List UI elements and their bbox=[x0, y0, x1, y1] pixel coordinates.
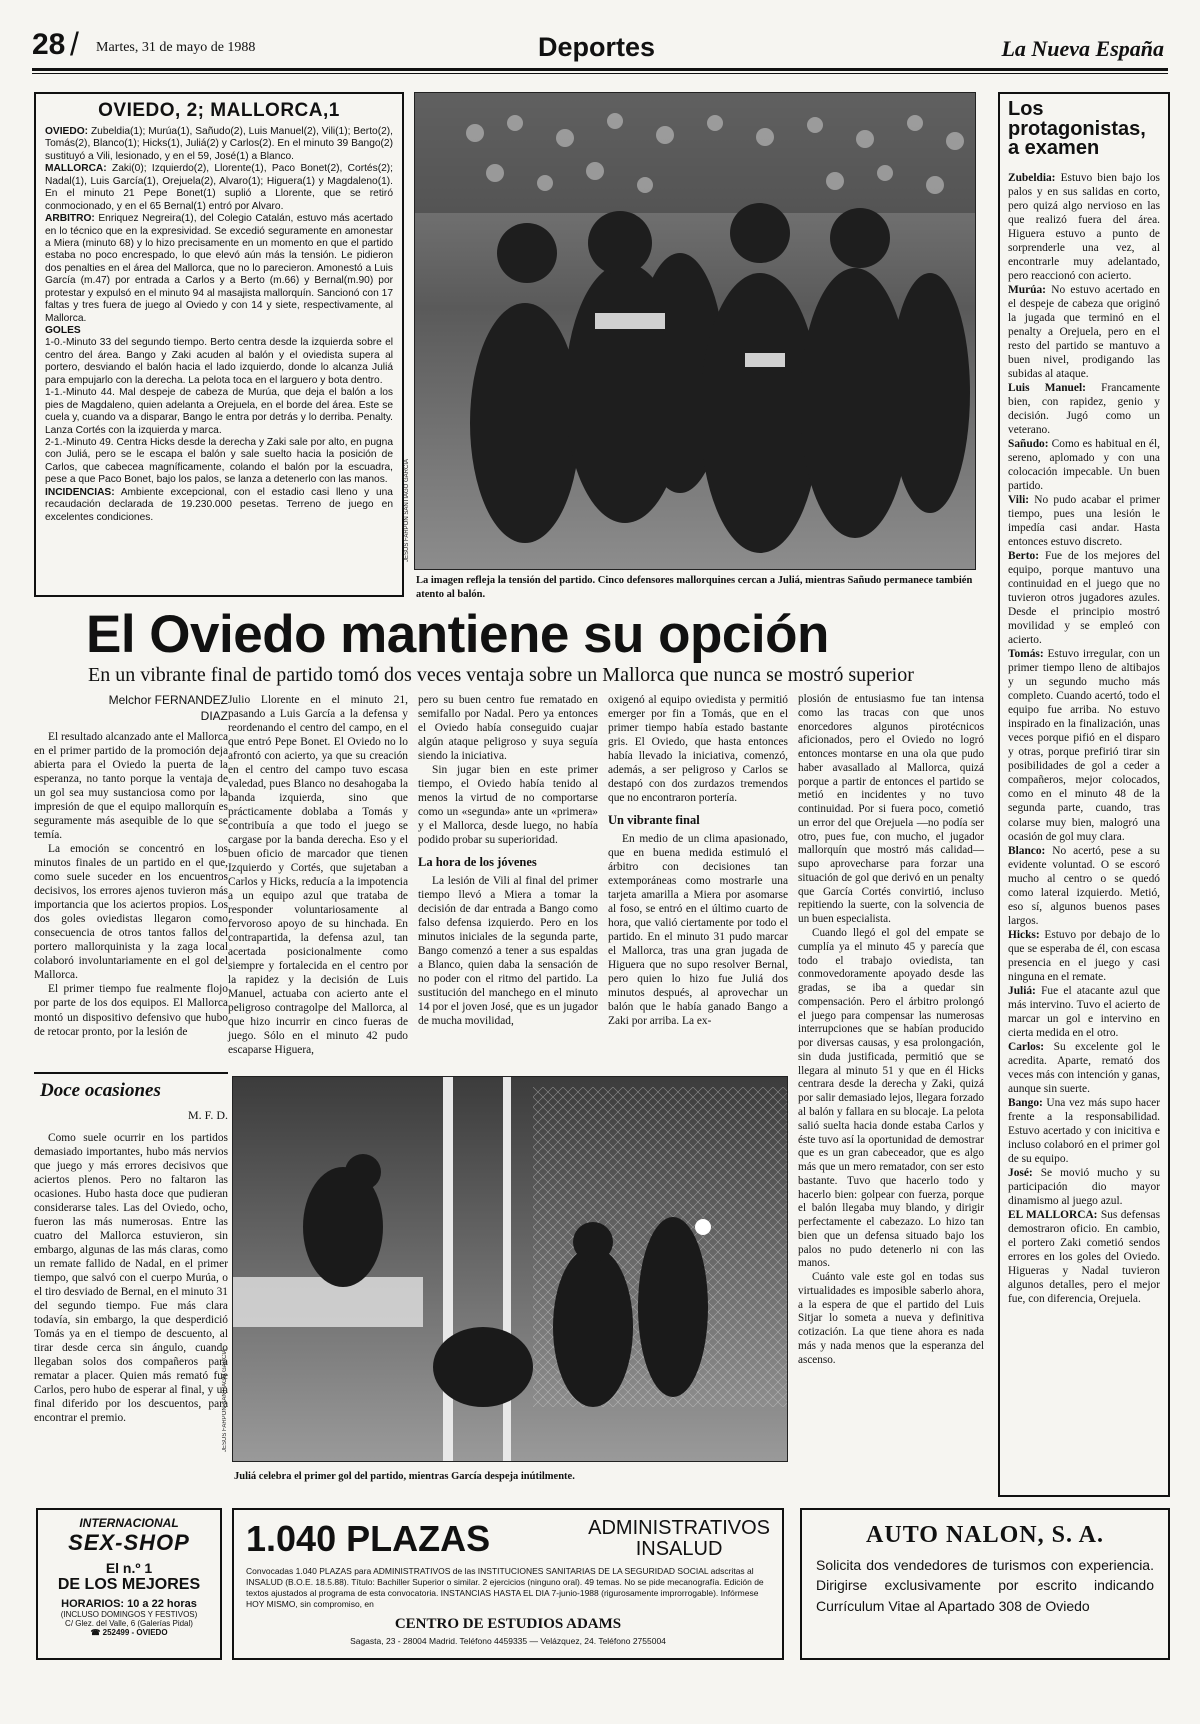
protagonist-entry bbox=[1008, 1166, 1160, 1208]
protagonist-text: Su excelente gol le acredita. Aparte, remató dos veces más con intención y ganas, aunque sin suerte. bbox=[1008, 1040, 1160, 1095]
ad-sex-shop-line8: ☎ 252499 - OVIEDO bbox=[90, 1628, 168, 1637]
header-slash: / bbox=[70, 26, 79, 62]
protagonist-text: Fue de los mejores del equipo, porque mantuvo una continuidad en el juego que no tuvieron otros jugadores azules. Desde el principio mostró movilidad y se empleó con acierto. bbox=[1008, 550, 1160, 647]
match-report-body bbox=[45, 126, 393, 524]
goal-1: 1-0.-Minuto 33 del segundo tiempo. Berto centra desde la izquierda sobre el centro del área. Bango y Zaki acuden al balón y el oviedista supera al portero, desviando el balón hacia el lado izquierdo, donde lo alcanza Juliá para empujarlo con la derecha. La pelota toca en el larguero y bota dentro. bbox=[45, 337, 393, 386]
protagonist-text: No acertó, pese a su evidente voluntad. O se escoró mucho al centro o se quedó como lateral izquierdo. Metió, eso sí, algunos buenos pases largos. bbox=[1008, 844, 1160, 927]
photo-bottom-image bbox=[233, 1077, 788, 1462]
ad-plazas bbox=[232, 1508, 784, 1660]
ad-sex-shop-line3: El n.º 1 bbox=[105, 1560, 153, 1576]
protagonist-name: José: bbox=[1008, 1166, 1033, 1179]
byline-last: DIAZ bbox=[200, 708, 228, 723]
paragraph: El resultado alcanzado ante el Mallorca en el primer partido de la promoción deja abierta para el Oviedo la puerta de la esperanza, no tanto porque la ventaja de un gol sea muy sustanciosa como por la impresión de que el equipo mallorquín es seguramente más asequible de lo que se temía. bbox=[34, 731, 228, 842]
match-photo-bottom bbox=[232, 1076, 788, 1462]
photo-bottom-credit: JESUS FARPON SANTIAGO GARCIA bbox=[222, 1348, 228, 1452]
article-column-4 bbox=[608, 693, 788, 1028]
protagonist-text: Estuvo irregular, con un primer tiempo lleno de altibajos y un segundo mucho más completo. Cuando acertó, todo el equipo fue arriba. No estuvo inspirado en la finalización, unas veces porque pifió en el disparo y otras, porque prefirió tirar sin posibilidades de gol a ceder a compañeros, mejor colocados, como en el minuto 48 de la segunda parte, cuando, tras colarse muy bien, malogró una ocasión de gol muy clara. bbox=[1008, 648, 1160, 843]
protagonist-entry bbox=[1008, 381, 1160, 437]
protagonist-entry bbox=[1008, 928, 1160, 984]
paragraph: pero su buen centro fue rematado en semifallo por Nadal. Pero ya entonces el Oviedo había conseguido cuajar algún ataque peligroso y suya seguía siendo la iniciativa. bbox=[418, 694, 598, 763]
protagonist-entry bbox=[1008, 171, 1160, 283]
protagonist-entry bbox=[1008, 493, 1160, 549]
protagonist-text: Como es habitual en él, sereno, aplomado y con una colocación impecable. Un buen partido. bbox=[1008, 438, 1160, 493]
ad-sex-shop-line4: DE LOS MEJORES bbox=[57, 1576, 201, 1593]
ad-plazas-address: Sagasta, 23 - 28004 Madrid. Teléfono 4459335 — Velázquez, 24. Teléfono 2755004 bbox=[350, 1636, 666, 1647]
photo-top-credit: JESUS FARPON SANTIAGO GARCIA bbox=[404, 458, 410, 562]
subheading-jovenes: La hora de los jóvenes bbox=[418, 855, 537, 870]
doce-ocasiones-box bbox=[34, 1072, 228, 1425]
match-report-box bbox=[34, 92, 404, 597]
subheading-vibrante: Un vibrante final bbox=[608, 813, 700, 828]
ad-sex-shop-line7: C/ Glez. del Valle, 6 (Galerías Pidal) bbox=[65, 1619, 193, 1628]
ad-plazas-right2: INSALUD bbox=[635, 1538, 723, 1560]
protagonistas-sidebar bbox=[998, 92, 1170, 1497]
photo-top-caption: La imagen refleja la tensión del partido. Cinco defensores mallorquines cercan a Juliá, mientras Sañudo permanece también atento al balón. bbox=[416, 575, 973, 600]
ad-plazas-right bbox=[588, 1518, 770, 1560]
ad-sex-shop-line1: INTERNACIONAL bbox=[79, 1516, 179, 1530]
article-column-3 bbox=[418, 693, 598, 1028]
protagonist-text: Fue el atacante azul que más intervino. Tuvo el acierto de marcar un gol e intervino en cierta medida en el otro. bbox=[1008, 984, 1160, 1039]
oviedo-lineup: Zubeldia(1); Murúa(1), Sañudo(2), Luis Manuel(2), Vili(1); Berto(2), Tomás(2), Blanco(1); Hicks(1), Juliá(2) y Carlos(2). En el minuto 39 Bango(2) sustituyó a Vili, lesionado, y en el 59, José(1) a Blanco. bbox=[45, 126, 393, 162]
article-column-1 bbox=[34, 693, 228, 1039]
ad-auto-nalon bbox=[800, 1508, 1170, 1660]
protagonist-name: Hicks: bbox=[1008, 928, 1040, 941]
byline-first: Melchor FERNANDEZ bbox=[108, 693, 228, 707]
ad-plazas-center: CENTRO DE ESTUDIOS ADAMS bbox=[394, 1616, 622, 1633]
paragraph: La emoción se concentró en los minutos finales de un partido en el que, como suele suceder en los encuentros decisivos, los errores ajenos tuvieron más importancia que los aciertos propios. Los dos goles oviedistas llegaron como consecuencia de otros tantos fallos del portero mallorquinista y la zaga local colaboró involuntariamente en el gol del Mallorca. bbox=[34, 843, 228, 982]
byline bbox=[34, 693, 228, 724]
paragraph: El primer tiempo fue realmente flojo por parte de los dos equipos. El Mallorca montó un dispositivo defensivo que hubo de retocar pronto, por la lesión de bbox=[34, 983, 228, 1038]
doce-rule bbox=[34, 1072, 228, 1074]
paragraph: En medio de un clima apasionado, que en buena medida estimuló el árbitro con decisiones tan extemporáneas como mostrarle una tarjeta amarilla a Miera por asomarse al foso, se entró en el último cuarto de hora, que valió ciertamente por todo el partido. En el minuto 31 pudo marcar el Mallorca, tras una gran jugada de Higuera que no supo resolver Bernal, pero quien lo hizo fue Juliá dos minutos después, al aprovechar un balón que le había ganado Bango a Zaki por arriba. La ex- bbox=[608, 833, 788, 1028]
protagonist-name: Sañudo: bbox=[1008, 438, 1049, 451]
protagonist-text: No estuvo acertado en el despeje de cabeza que originó la jugada que terminó en el penalty a Orejuela, pero en el resto del partido se mantuvo a buen nivel, prodigando las subidas al ataque. bbox=[1008, 283, 1160, 380]
arbitro-text: Enriquez Negreira(1), del Colegio Catalán, estuvo más acertado en lo técnico que en la expresividad. Se excedió seguramente en amonestar a Miera (minuto 68) y lo hizo precisamente en un momento en que el partido estaba no poco encrespado, lo que elevó aún más la tensión. Le pidieron dos penalties en el área del Mallorca, que no lo parecieron. Amonestó a Luis García (m.47) por entrada a Carlos y a Berto (m.66) y Bernal(m.90) por protestar y expulsó en el minuto 94 al masajista mallorquín. Sancionó con 17 faltas y tres fuera de juego al Oviedo y con 14 y siete, respectivamente, al Mallorca. bbox=[45, 213, 393, 324]
paragraph: Cuando llegó el gol del empate se cumplía ya el minuto 45 y parecía que todo el trabajo oviedista, tan conmovedoramente apoyado desde las gradas, se iba a quedar sin compensación. Pero el árbitro prolongó el juego para compensar las numerosas interrupciones que se habían producido por diversas causas, y esa prolongación, sin duda justificada, permitió que se llegara al minuto 51 y que en él Hicks centrara desde la derecha y Zaki, quizá por salir demasiado lejos, llegara forzado al balón y fallara en su blocaje. La pelota salió suelta hacia donde estaba Carlos y éste tuvo así la oportunidad de demostrar que es un gran cabeceador, que es algo más que un mero rematador, con ser esto bastante. Tuvo que hacerlo todo y hacerlo bien: golpear con fuerza, porque el balón llegaba muy blando, y dirigir perfectamente el cabezazo. Lo hizo tan bien que un defensa situado bajo los palos no pudo detenerlo ni con las manos. bbox=[798, 927, 984, 1270]
paragraph: Cuánto vale este gol en todas sus virtualidades es imposible saberlo ahora, a la espera de que el partido del Luis Sitjar lo someta a nueva y definitiva cotización. La que tiene ahora es nada más y nada menos que la esperanza del ascenso. bbox=[798, 1271, 984, 1366]
protagonist-text: Francamente bien, con rapidez, genio y decisión. Jugó como un veterano. bbox=[1008, 382, 1160, 437]
article-column-5 bbox=[798, 693, 984, 1368]
protagonist-name: Vili: bbox=[1008, 494, 1030, 507]
protagonist-text: Se movió mucho y su participación dio mayor dinamismo al juego azul. bbox=[1008, 1166, 1160, 1207]
oviedo-label: OVIEDO: bbox=[45, 126, 89, 137]
protagonist-name: Zubeldia: bbox=[1008, 171, 1056, 184]
protagonist-name: Berto: bbox=[1008, 550, 1039, 563]
header-rule bbox=[32, 68, 1168, 71]
paragraph: Julio Llorente en el minuto 21, pasando a Luis García a la defensa y reordenando el centro del campo, en el que entró Pepe Bonet. El Oviedo no lo afrontó con acierto, ya que su creación en el centro del campo tuvo escasa valedad, pues Blanco no desahogaba la banda izquierda, sino que prácticamente doblaba a Tomás y contribuía a que todo el juego se cargase por la banda derecha. Eso y el buen oficio de marcador que tienen Izquierdo y Cortés, que sujetaban a Carlos y Hicks, reducía a la impotencia a un equipo azul que trataba de responder voluntariosamente al fervoroso apoyo de su hinchada. En contrapartida, la defensa azul, tan acertada posicionalmente como siempre y fortalecida en el centro por la rapidez y la decisión de Luis Manuel, actuaba con acierto ante el peligroso contragolpe del Mallorca, al que hizo incurrir en cinco fueras de juego. Sólo en el minuto 42 pudo escaparse Higuera, bbox=[228, 694, 408, 1057]
incidencias-text: Ambiente excepcional, con el estadio casi lleno y una recaudación declarada de 19.230.000 pesetas. Terreno de juego en excelentes condiciones. bbox=[45, 486, 393, 523]
protagonist-entry bbox=[1008, 647, 1160, 843]
match-score-title: OVIEDO, 2; MALLORCA,1 bbox=[98, 100, 340, 121]
ad-auto-title: AUTO NALON, S. A. bbox=[866, 1522, 1104, 1548]
paragraph: La lesión de Vili al final del primer tiempo llevó a Miera a tomar la decisión de dar entrada a Bango como falso defensa izquierdo. Pero en los minutos iniciales de la segunda parte, Bango comenzó a tener a sus espaldas a Blanco, quien daba la sensación de no poder con el ritmo del partido. La sustitución del manchego en el minuto 14 por el joven José, que es un jugador de mucha movilidad, bbox=[418, 875, 598, 1028]
ad-sex-shop-line2: SEX-SHOP bbox=[68, 1530, 190, 1555]
protagonist-name: Murúa: bbox=[1008, 283, 1046, 296]
issue-date: Martes, 31 de mayo de 1988 bbox=[96, 40, 256, 55]
protagonist-entry bbox=[1008, 1096, 1160, 1166]
protagonist-name: Tomás: bbox=[1008, 648, 1044, 661]
protagonist-text: Una vez más supo hacer frente a la responsabilidad. Estuvo acertado y con inicitiva e incluso colaboró en el primer gol de su equipo. bbox=[1008, 1096, 1160, 1165]
protagonist-entry bbox=[1008, 549, 1160, 647]
protagonist-name: Blanco: bbox=[1008, 844, 1046, 857]
protagonist-name: Bango: bbox=[1008, 1096, 1043, 1109]
sidebar-title-line1: Los bbox=[1008, 98, 1044, 120]
ad-plazas-big: 1.040 PLAZAS bbox=[246, 1518, 491, 1559]
incidencias-label: INCIDENCIAS: bbox=[45, 486, 115, 498]
protagonist-name: Juliá: bbox=[1008, 984, 1036, 997]
goles-label: GOLES bbox=[45, 325, 81, 336]
protagonist-name: Carlos: bbox=[1008, 1040, 1045, 1053]
mallorca-label: MALLORCA: bbox=[45, 163, 107, 175]
headline: El Oviedo mantiene su opción bbox=[86, 605, 829, 664]
header-rule-thin bbox=[32, 73, 1168, 74]
protagonist-entry bbox=[1008, 984, 1160, 1040]
ad-plazas-body: Convocadas 1.040 PLAZAS para ADMINISTRATIVOS de las INSTITUCIONES SANITARIAS DE LA SEGURIDAD SOCIAL adscritas al INSALUD (B.O.E. 18.5.88). Título: Bachiller Superior o similar. 2 ejercicios (ninguno oral). 49 temas. No se pide mecanografía. Edición de textos ajustados al programa de esta convocatoria. INSTANCIAS HASTA EL DIA 7-junio-1988 (rigurosamente improrrogable). Infórmese HOY MISMO, sin compromiso, en bbox=[246, 1566, 764, 1610]
photo-top-image bbox=[415, 93, 976, 570]
photo-bottom-caption: Juliá celebra el primer gol del partido, mientras García despeja inútilmente. bbox=[234, 1471, 575, 1482]
protagonist-entry bbox=[1008, 437, 1160, 493]
ad-sex-shop-line5: HORARIOS: 10 a 22 horas bbox=[61, 1598, 197, 1610]
section-title: Deportes bbox=[538, 32, 656, 62]
protagonist-entry bbox=[1008, 283, 1160, 381]
subheadline: En un vibrante final de partido tomó dos veces ventaja sobre un Mallorca que nunca se mostró superior bbox=[88, 664, 914, 686]
protagonist-text: Sus defensas demostraron oficio. En cambio, el portero Zaki cometió sendos errores en los goles del Oviedo. Higueras y Nadal tuvieron algunos detalles, pero el mejor fue, con diferencia, Orejuela. bbox=[1008, 1208, 1160, 1306]
sidebar-title bbox=[1008, 100, 1160, 159]
protagonist-name: EL MALLORCA: bbox=[1008, 1208, 1098, 1221]
ad-auto-text: Solicita dos vendedores de turismos con experiencia. Dirigirse exclusivamente por escrito indicando Currículum Vitae al Apartado 308 de Oviedo bbox=[816, 1557, 1154, 1614]
doce-body bbox=[34, 1131, 228, 1425]
page-number: 28 bbox=[32, 28, 66, 61]
protagonist-name: Luis Manuel: bbox=[1008, 382, 1086, 395]
paragraph: Sin jugar bien en este primer tiempo, el Oviedo había tenido al menos la virtud de no comportarse como un «segunda» ante un «primera» y el Mallorca, desde luego, no había podido probar su superioridad. bbox=[418, 764, 598, 847]
paragraph: Como suele ocurrir en los partidos demasiado importantes, hubo más nervios que juego y más errores decisivos que aciertos plenos. Pero no faltaron las ocasiones. Hubo hasta doce que pudieran considerarse tales. Las del Oviedo, ocho, fueron las más numerosas. Entre las cuatro del Mallorca estuvieron, sin embargo, algunas de las más claras, como un remate fallido de Nadal, en el primer tiempo, que salvó con el cuerpo Murúa, o el tiro desviado de Bernal, en el minuto 31 del segundo tiempo. Fue más clara todavía, sin embargo, la que desperdició Tomás ya en el tiempo de descuento, al tirar desde cerca sin ángulo, cuando llegaban solos dos compañeros para rematar a placer. Quien más remató fue Carlos, pero hubo de esperar al final, y un final diferido por los descuentos, para encontrar el premio. bbox=[34, 1132, 228, 1425]
sidebar-body bbox=[1008, 171, 1160, 1306]
goal-3: 2-1.-Minuto 49. Centra Hicks desde la derecha y Zaki sale por alto, en pugna con Juliá, pero se le escapa el balón y sale suelto hacia la posición de Carlos, que cabecea magníficamente, colando el balón por la escuadra, pese a que Paco Bonet, bajo los palos, se lanza a detenerlo con las manos. bbox=[45, 436, 393, 486]
goal-2: 1-1.-Minuto 44. Mal despeje de cabeza de Murúa, que deja el balón a los pies de Magdaleno, quien adelanta a Orejuela, en el borde del área. Este se cuela y, cuando va a disparar, Bango le entra por detrás y lo derriba. Penalty. Lanza Cortés con la izquierda y marca. bbox=[45, 387, 393, 436]
protagonist-text: Estuvo bien bajo los palos y en sus salidas en corto, pero quizá algo nervioso en las que realizó fuera del área. Higuera estuvo a punto de sorprenderle una vez, al encontrarle muy adelantado, pero reaccionó con acierto. bbox=[1008, 171, 1160, 282]
mallorca-lineup: Zaki(0); Izquierdo(2), Llorente(1), Paco Bonet(2), Cortés(2); Nadal(1), Luis García(1), Orejuela(2), Alvaro(1); Higuera(1) y Magdaleno(1). En el minuto 21 Pepe Bonet(1) suplió a Llorente, que se retiró conmocionado, y en el 65 Bernal(1) entró por Alvaro. bbox=[45, 163, 393, 212]
protagonist-entry bbox=[1008, 844, 1160, 928]
ad-plazas-right1: ADMINISTRATIVOS bbox=[588, 1517, 770, 1539]
sidebar-title-line3: a examen bbox=[1008, 137, 1100, 160]
paragraph: oxigenó al equipo oviedista y permitió emerger por fin a Tomás, que en el primer tiempo había estado bastante gris. El Oviedo, que hasta entonces había llevado la iniciativa, comenzó, además, a ser peligroso y Carlos se destapó con dos zurdazos tremendos que no encontraron portería. bbox=[608, 694, 788, 805]
ad-sex-shop-line6: (INCLUSO DOMINGOS Y FESTIVOS) bbox=[60, 1610, 198, 1619]
match-photo-top bbox=[414, 92, 976, 570]
sidebar-title-line2: protagonistas, bbox=[1008, 117, 1146, 140]
protagonist-entry bbox=[1008, 1040, 1160, 1096]
ad-sex-shop bbox=[36, 1508, 222, 1660]
paragraph: plosión de entusiasmo fue tan intensa como las tracas con que unos enorcedores algunos pirotécnicos aficionados, pero el Oviedo no logró entonces montarse en una ola que pudo haber avasallado al Mallorca, quizá porque a partir de entonces el partido se metió en incidentes y no tuvo continuidad. Por si fuera poco, cometió un error del que Orejuela —no podía ser otro, pues fue, con mucho, el jugador mallorquín que mostró más calidad— supo aprovecharse para forzar una situación de gol que derivó en un penalty que García Cortés convirtió, incluso repitiendo la suerte, con la solvencia de un buen especialista. bbox=[798, 693, 984, 926]
doce-initials: M. F. D. bbox=[187, 1108, 228, 1122]
protagonist-text: No pudo acabar el primer tiempo, pues una lesión le impedía casi andar. Hasta entonces estuvo discreto. bbox=[1008, 494, 1160, 549]
article-column-2 bbox=[228, 693, 408, 1057]
arbitro-label: ARBITRO: bbox=[45, 213, 95, 225]
protagonist-entry bbox=[1008, 1208, 1160, 1306]
protagonist-text: Estuvo por debajo de lo que se esperaba de él, con escasa presencia en el juego y casi ninguna en el remate. bbox=[1008, 928, 1160, 983]
doce-title: Doce ocasiones bbox=[40, 1080, 161, 1101]
newspaper-name: La Nueva España bbox=[1001, 36, 1164, 61]
